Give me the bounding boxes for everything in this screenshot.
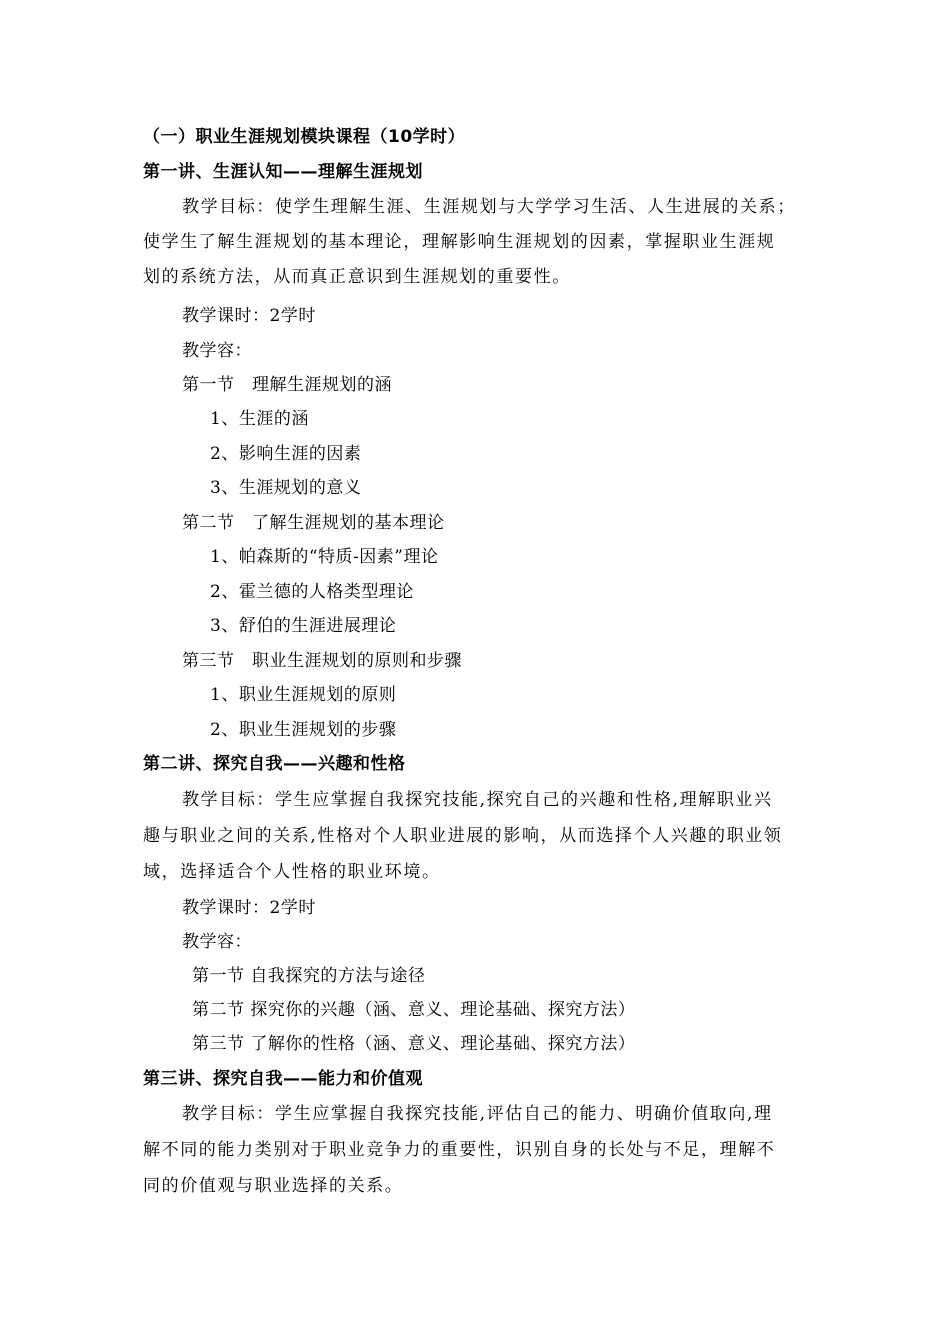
lecture-2-goal-line-1: 教学目标：学生应掌握自我探究技能,探究自己的兴趣和性格,理解职业兴 [182,790,773,810]
lecture-1-goal-line-1: 教学目标：使学生理解生涯、生涯规划与大学学习生活、人生进展的关系； [182,197,796,217]
lecture-2-content-label: 教学容： [182,932,252,952]
lecture-3-title: 第三讲、探究自我——能力和价值观 [143,1069,423,1089]
lecture-1-section-3-item-1: 1、职业生涯规划的原则 [210,685,397,705]
lecture-3-goal-line-3: 同的价值观与职业选择的关系。 [143,1176,404,1196]
lecture-2-section-1-title: 第一节 自我探究的方法与途径 [192,966,426,986]
module-title: （一）职业生涯规划模块课程（10学时） [143,127,466,147]
lecture-1-section-1-item-2: 2、影响生涯的因素 [210,444,362,464]
lecture-2-goal-line-3: 域，选择适合个人性格的职业环境。 [143,862,441,882]
lecture-1-section-1-title: 第一节 理解生涯规划的涵 [182,375,392,395]
lecture-3-goal-line-2: 解不同的能力类别对于职业竞争力的重要性，识别自身的长处与不足，理解不 [143,1140,776,1160]
lecture-1-hours: 教学课时：2学时 [182,306,316,326]
lecture-1-section-3-item-2: 2、职业生涯规划的步骤 [210,720,397,740]
lecture-1-section-3-title: 第三节 职业生涯规划的原则和步骤 [182,651,462,671]
lecture-1-section-1-item-3: 3、生涯规划的意义 [210,478,362,498]
lecture-2-title: 第二讲、探究自我——兴趣和性格 [143,754,406,774]
lecture-2-section-3-title: 第三节 了解你的性格（涵、意义、理论基础、探究方法） [192,1034,636,1054]
lecture-2-goal-line-2: 趣与职业之间的关系,性格对个人职业进展的影响，从而选择个人兴趣的职业领 [143,826,783,846]
lecture-2-section-2-title: 第二节 探究你的兴趣（涵、意义、理论基础、探究方法） [192,1000,636,1020]
lecture-1-section-2-item-3: 3、舒伯的生涯进展理论 [210,616,397,636]
lecture-1-section-2-item-2: 2、霍兰德的人格类型理论 [210,582,414,602]
lecture-1-content-label: 教学容： [182,341,252,361]
lecture-2-hours: 教学课时：2学时 [182,898,316,918]
lecture-1-title: 第一讲、生涯认知——理解生涯规划 [143,162,423,182]
lecture-3-goal-line-1: 教学目标：学生应掌握自我探究技能,评估自己的能力、明确价值取向,理 [182,1104,773,1124]
lecture-1-section-2-title: 第二节 了解生涯规划的基本理论 [182,513,445,533]
lecture-1-goal-line-3: 划的系统方法，从而真正意识到生涯规划的重要性。 [143,267,571,287]
lecture-1-section-1-item-1: 1、生涯的涵 [210,409,309,429]
lecture-1-goal-line-2: 使学生了解生涯规划的基本理论，理解影响生涯规划的因素，掌握职业生涯规 [143,232,776,252]
lecture-1-section-2-item-1: 1、帕森斯的“特质-因素”理论 [210,547,439,567]
